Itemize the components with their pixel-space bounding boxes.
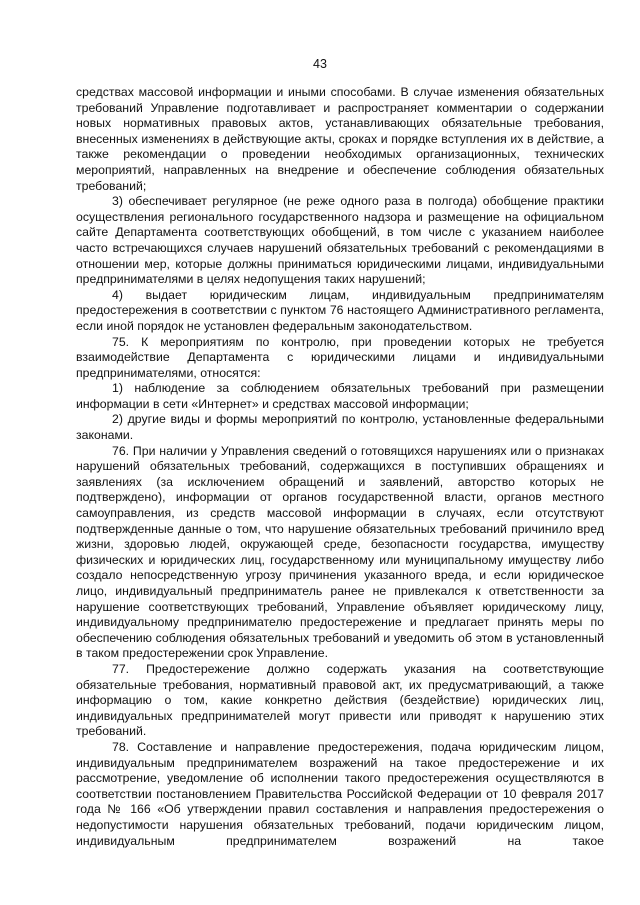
body-text [76,85,604,849]
paragraph-78: 78. Составление и направление предостережения, подача юридическим лицом, индивидуальным предпринимателем возражений на такое предостережение и их рассмотрение, уведомление об исполнении такого предостережения осуществляются в соответствии постановлением Правительства Российской Федерации от 10 февраля 2017 года № 166 «Об утверждении правил составления и направления предостережения о недопустимости нарушения обязательных требований, подачи юридическим лицом, индивидуальным предпринимателем возражений на такое [76,739,604,848]
paragraph-item-4: 4) выдает юридическим лицам, индивидуальным предпринимателям предостережения в соответствии с пунктом 76 настоящего Административного регламента, если иной порядок не установлен федеральным законодательством. [76,287,604,333]
paragraph-75-item-2: 2) другие виды и формы мероприятий по контролю, установленные федеральными законами. [76,412,604,443]
paragraph-75-item-1: 1) наблюдение за соблюдением обязательных требований при размещении информации в сети «Интернет» и средствах массовой информации; [76,381,604,411]
paragraph-continuation: средствах массовой информации и иными способами. В случае изменения обязательных требований Управление подготавливает и распространяет комментарии о содержании новых нормативных правовых актов, устанавливающих обязательные требования, внесенных изменениях в действующие акты, сроках и порядке вступления их в действие, а также рекомендации о проведении необходимых организационных, технических мероприятий, направленных на внедрение и обеспечение соблюдения обязательных требований; [76,85,604,193]
page-number: 43 [313,57,327,71]
paragraph-77: 77. Предостережение должно содержать указания на соответствующие обязательные требования, нормативный правовой акт, их предусматривающий, а также информацию о том, какие конкретно действия (бездействие) юридических лиц, индивидуальных предпринимателей могут привести или приводят к нарушению этих требований. [76,661,604,739]
paragraph-76: 76. При наличии у Управления сведений о готовящихся нарушениях или о признаках нарушений обязательных требований, содержащихся в поступивших обращениях и заявлениях (за исключением обращений и заявлений, авторство которых не подтверждено), информации от органов государственной власти, органов местного самоуправления, из средств массовой информации в случаях, если отсутствуют подтвержденные данные о том, что нарушение обязательных требований причинило вред жизни, здоровью людей, окружающей среде, безопасности государства, имуществу физических и юридических лиц, государственному или муниципальному имуществу либо создало непосредственную угрозу причинения указанного вреда, и если юридическое лицо, индивидуальный предприниматель ранее не привлекался к ответственности за нарушение соответствующих требований, Управление объявляет юридическому лицу, индивидуальному предпринимателю предостережение и предлагает принять меры по обеспечению соблюдения обязательных требований и уведомить об этом в установленный в таком предостережении срок Управление. [76,443,604,661]
paragraph-item-3: 3) обеспечивает регулярное (не реже одного раза в полгода) обобщение практики осуществления регионального государственного надзора и размещение на официальном сайте Департамента соответствующих обобщений, в том числе с указанием наиболее часто встречающихся случаев нарушений обязательных требований с рекомендациями в отношении мер, которые должны приниматься юридическими лицами, индивидуальными предпринимателями в целях недопущения таких нарушений; [76,194,604,287]
paragraph-75: 75. К мероприятиям по контролю, при проведении которых не требуется взаимодействие Департамента с юридическими лицами и индивидуальными предпринимателями, относятся: [76,334,604,380]
